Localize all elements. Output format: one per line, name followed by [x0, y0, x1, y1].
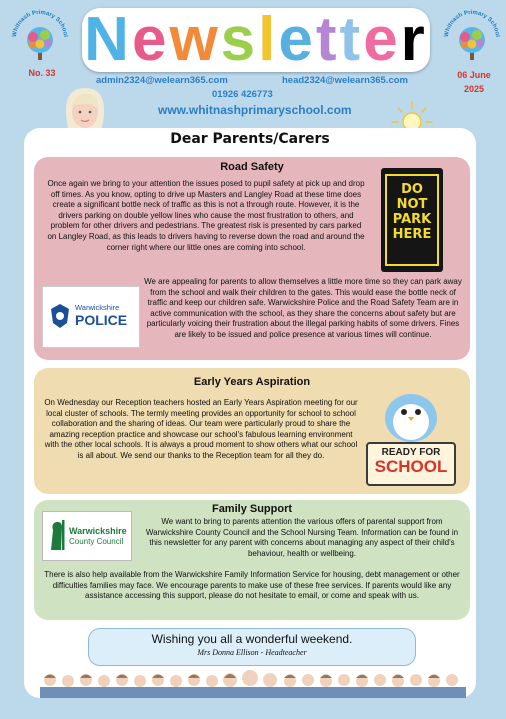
children-group-illustration — [40, 668, 466, 698]
date-year: 2025 — [463, 84, 485, 94]
head-email-link[interactable]: head2324@welearn365.com — [282, 75, 408, 86]
no-parking-sign-image — [381, 168, 443, 272]
early-years-para: On Wednesday our Reception teachers hosted an Early Years Aspiration meeting for our local cluster of schools. The termly meeting provides an opportunity for school to school collaboration and the sharing of ideas. Our team were particularly proud to share the amazing reception practice and showcase our school's fabulous learning environment with the other local schools. It is always a proud moment to show others what our school is all about. We send our thanks to the Reception team for all they do. — [44, 398, 358, 460]
website-link[interactable]: www.whitnashprimaryschool.com — [158, 103, 352, 117]
family-support-para1: We want to bring to parents attention the various offers of parental support from Warwickshire County Council and the School Nursing Team. Information can be found in this newsletter for any parent with concerns about managing any aspect of their child's behaviour, health or wellbeing. — [145, 517, 459, 558]
family-support-title: Family Support — [211, 503, 293, 515]
issue-date — [446, 68, 502, 96]
admin-email-link[interactable]: admin2324@welearn365.com — [96, 75, 228, 86]
title-letter: t — [339, 5, 364, 74]
sign-line: HERE — [392, 227, 432, 242]
title-letter: e — [131, 5, 170, 74]
headteacher-signature: Mrs Donna Ellison - Headteacher — [197, 648, 307, 657]
wcc-logo-line2: County Council — [69, 537, 124, 546]
date-day-month: 06 June — [457, 70, 491, 80]
school-name-arc: Whitnash Primary School — [443, 9, 500, 38]
phone-number: 01926 426773 — [212, 89, 273, 100]
bear-staff-icon — [47, 518, 67, 552]
warwickshire-police-logo — [42, 286, 140, 348]
school-logo-right — [440, 4, 504, 73]
wcc-logo-line1: Warwickshire — [69, 526, 127, 536]
title-letter: s — [220, 5, 259, 74]
newsletter-title — [84, 5, 428, 74]
title-letter: r — [400, 5, 428, 74]
issue-number: No. 33 — [28, 68, 56, 78]
police-logo-line2: POLICE — [75, 312, 128, 328]
road-safety-title: Road Safety — [220, 161, 284, 173]
newsletter-title-box — [82, 5, 430, 74]
family-support-para2: There is also help available from the Warwickshire Family Information Service for housing, debt management or other difficulties families may face. We encourage parents to make use of these free services. If parents would like any assistance accessing this support, please do not hesitate to email, or come and speak with us. — [44, 570, 460, 601]
tree-logo-icon — [440, 4, 504, 68]
greeting: Dear Parents/Carers — [170, 131, 330, 147]
title-letter: t — [315, 5, 340, 74]
title-letter: w — [169, 5, 221, 74]
early-years-title: Early Years Aspiration — [193, 376, 311, 388]
ready-sign-line1: READY FOR — [381, 447, 441, 458]
sign-line: PARK — [392, 212, 432, 227]
school-logo-left — [8, 4, 72, 73]
sign-border — [385, 174, 439, 266]
school-name-arc: Whitnash Primary School — [11, 9, 68, 38]
title-letter: l — [258, 5, 279, 74]
title-letter: e — [363, 5, 401, 74]
police-logo-line1: Warwickshire — [75, 303, 120, 312]
road-safety-para1: Once again we bring to your attention the issues posed to pupil safety at pick up and drop off times. As you know, opting to drive up Masters and Langley Road at these time does create a significant bottle neck of traffic as this is not a through route. However, it is the drivers parking on double yellow lines who cause the most frustration to others, and problem for other drivers and pedestrians. The greatest risk is presented by cars parked on Langley Road, as this leads to drivers having to reverse down the road and around the corner right where our little ones are coming into school. — [47, 179, 365, 252]
title-letter: e — [278, 5, 316, 74]
penguin-mascot-icon — [376, 384, 446, 442]
sign-line: DO — [401, 182, 423, 197]
road-safety-para2: We are appealing for parents to allow themselves a little more time so they can park away from the school and walk their children to the gates. This would ease the bottle neck of traffic and keep our children safe. Warwickshire Police and the Road Safety Team are in active communication with the school, as they share the concerns about safety but are particularly voicing their frustration about the illegal parking habits of some drivers. Fines are likely to be issued and police presence at various times will continue. — [144, 277, 462, 339]
ready-sign-line2: SCHOOL — [374, 457, 448, 476]
tree-logo-icon — [8, 4, 72, 68]
warwickshire-county-council-logo — [42, 511, 132, 561]
closing-box — [88, 628, 416, 666]
sign-line: NOT — [396, 197, 428, 212]
title-letter: N — [84, 5, 132, 74]
ready-for-school-sign — [366, 442, 456, 486]
closing-message: Wishing you all a wonderful weekend. — [151, 632, 353, 646]
police-crest-icon — [49, 303, 71, 329]
